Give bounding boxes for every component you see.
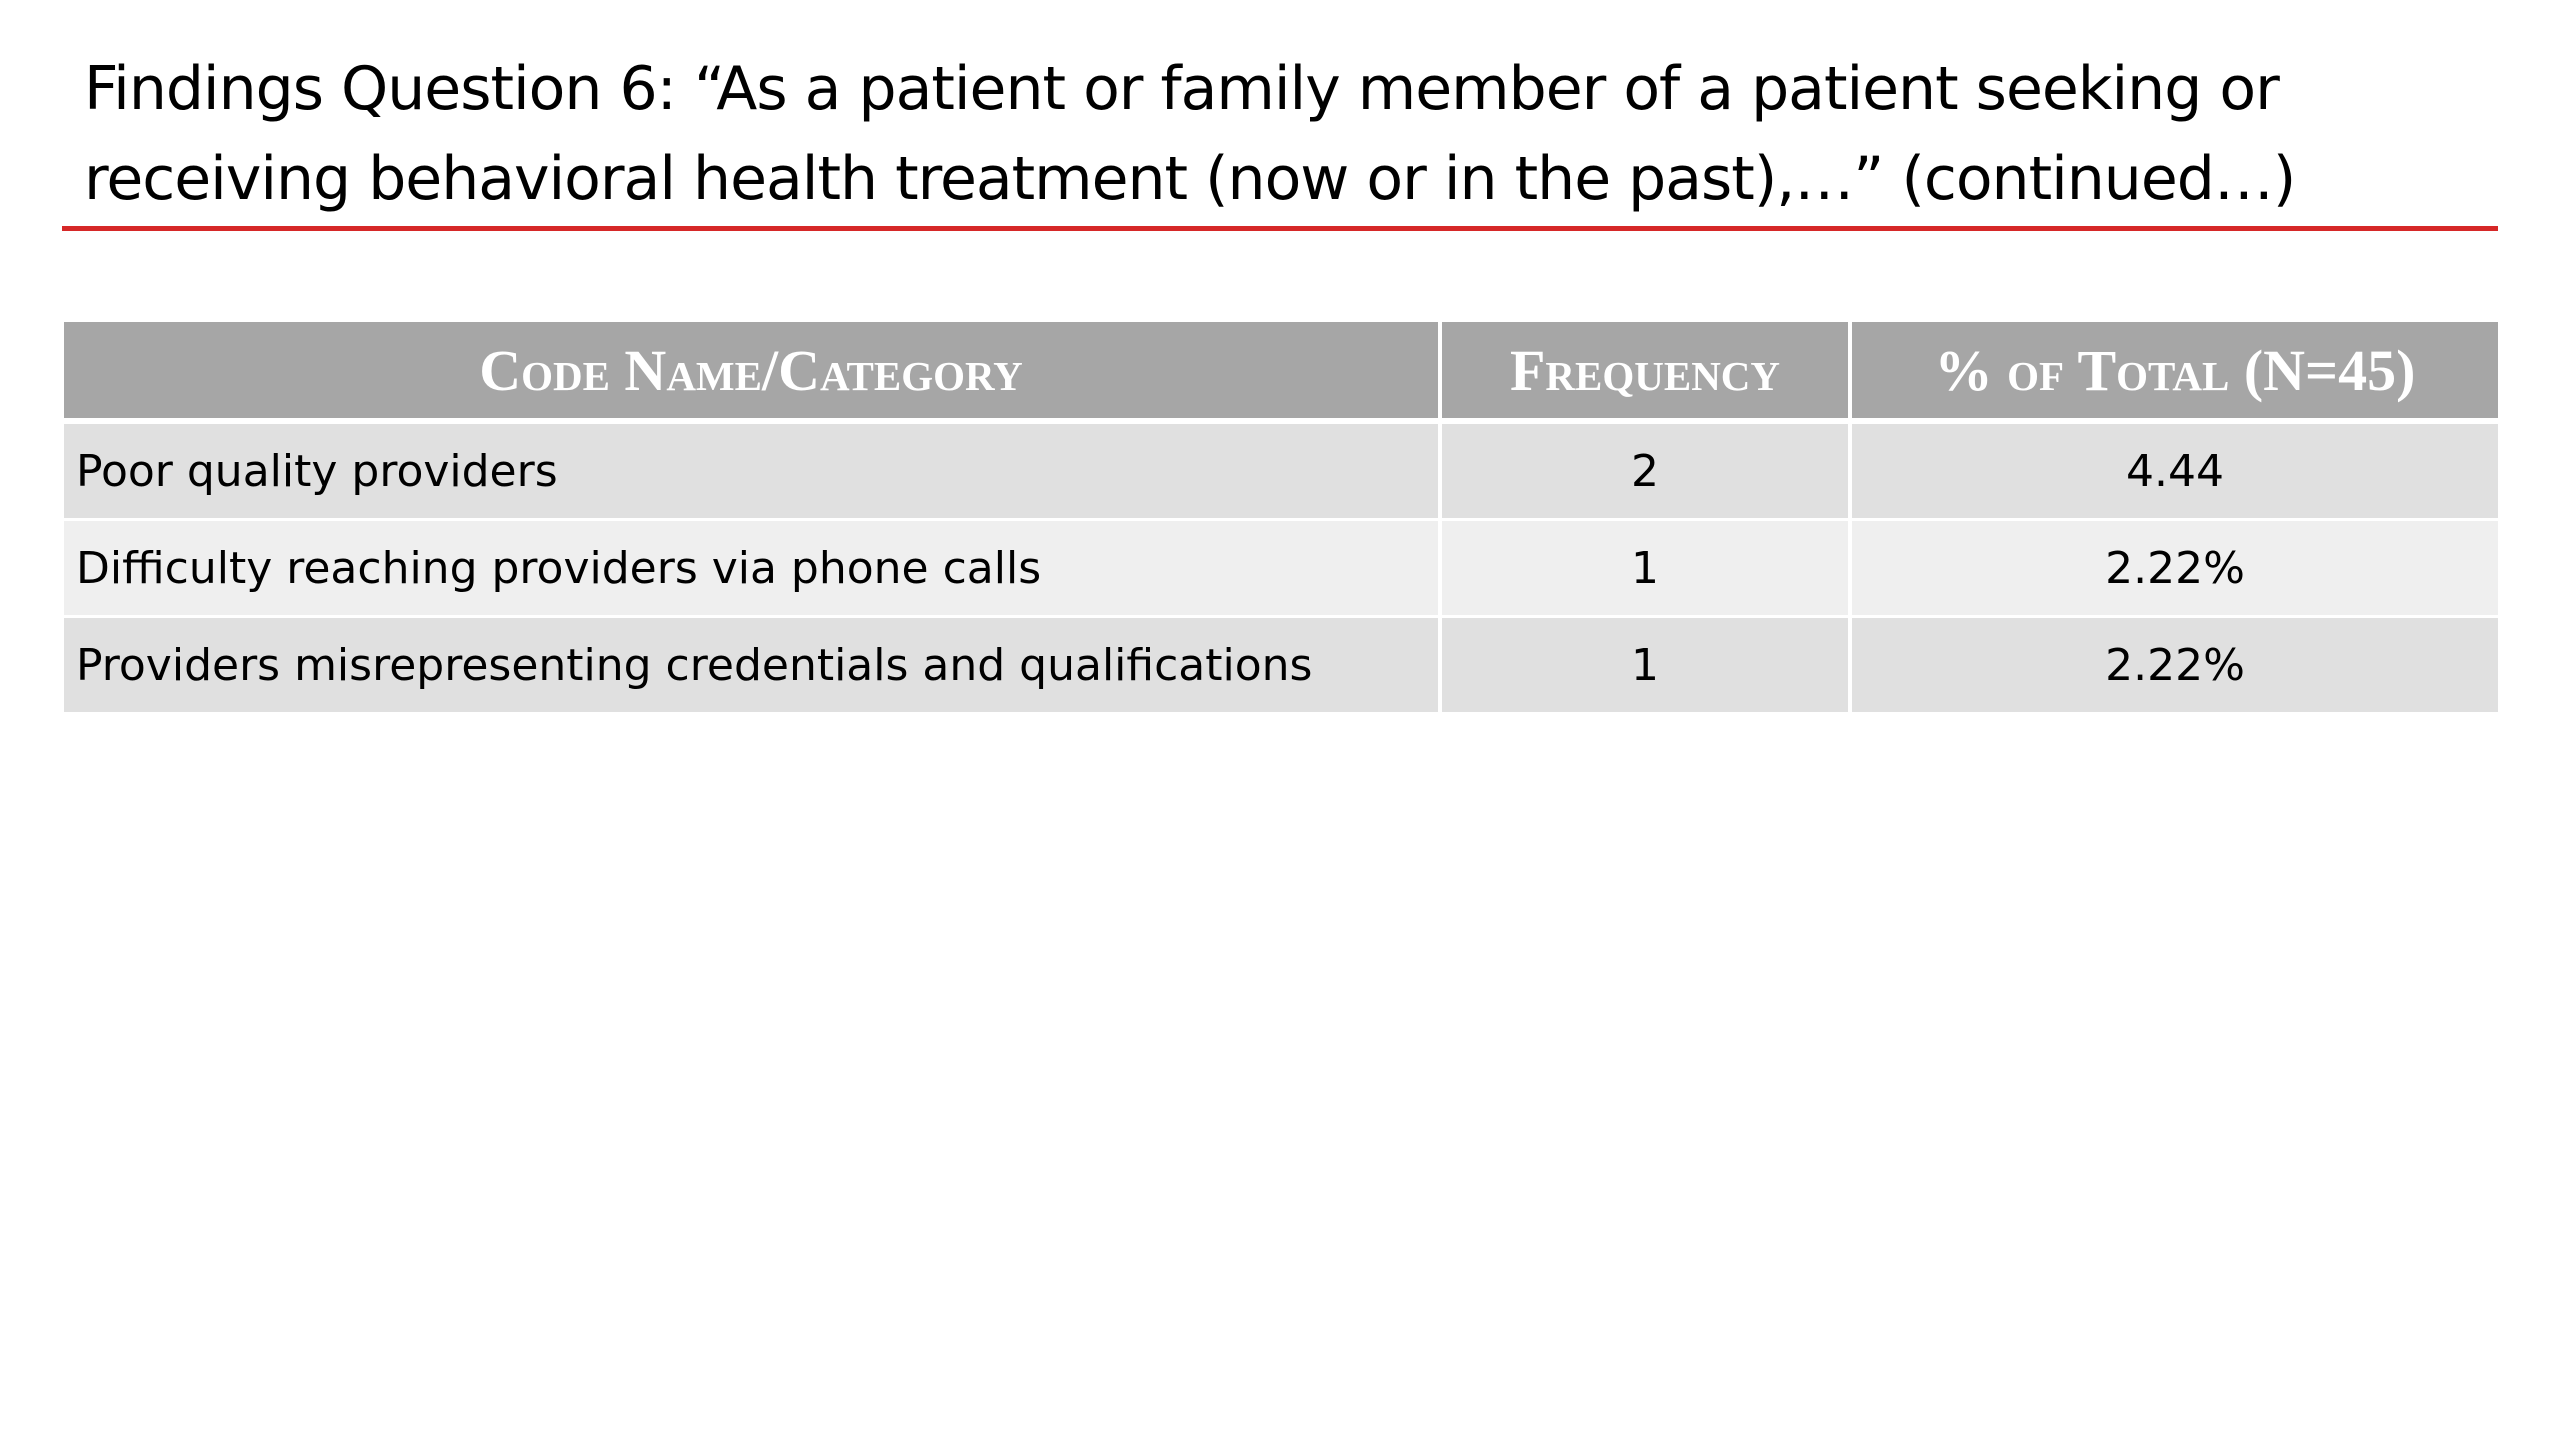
table-row [64,421,2498,520]
column-header-category: Code Name/Category [64,322,1440,421]
findings-table [64,322,2498,715]
table-row [64,617,2498,714]
row-category-cell: Providers misrepresenting credentials and qualifications [64,617,1440,714]
row-frequency-cell: 1 [1440,617,1850,714]
table-row [64,520,2498,617]
column-header-percent: % of Total (N=45) [1850,322,2498,421]
row-frequency-cell: 1 [1440,520,1850,617]
table-header-row [64,322,2498,421]
title-underline-rule [62,226,2498,231]
row-frequency-cell: 2 [1440,421,1850,520]
row-percent-cell: 2.22% [1850,617,2498,714]
row-category-cell: Difficulty reaching providers via phone calls [64,520,1440,617]
column-header-frequency: Frequency [1440,322,1850,421]
row-category-cell: Poor quality providers [64,421,1440,520]
slide-title [84,44,2484,224]
slide-title-line-1: Findings Question 6: “As a patient or family member of a patient seeking or [84,54,2279,124]
row-percent-cell: 2.22% [1850,520,2498,617]
row-percent-cell: 4.44 [1850,421,2498,520]
slide-title-line-2: receiving behavioral health treatment (now or in the past),…” (continued…) [84,144,2296,214]
